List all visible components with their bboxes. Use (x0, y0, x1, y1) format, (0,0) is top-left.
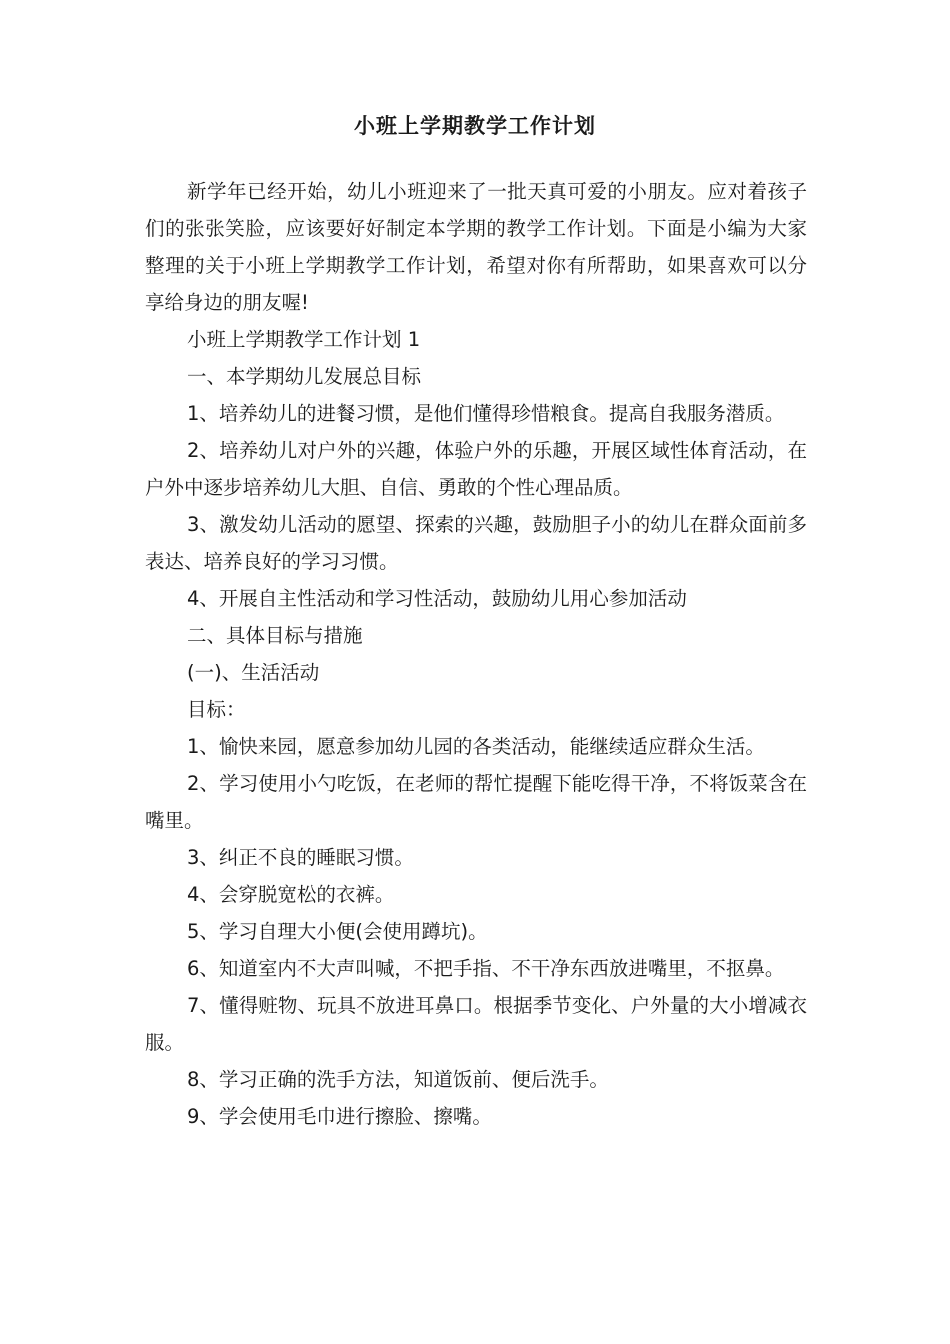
list-item: 3、激发幼儿活动的愿望、探索的兴趣，鼓励胆子小的幼儿在群众面前多表达、培养良好的学习习惯。 (145, 513, 807, 573)
subsection-heading: (一)、生活活动 (187, 661, 320, 684)
list-item: 2、学习使用小勺吃饭，在老师的帮忙提醒下能吃得干净，不将饭菜含在嘴里。 (145, 772, 807, 832)
section-heading: 二、具体目标与措施 (187, 624, 363, 647)
list-item: 1、培养幼儿的进餐习惯，是他们懂得珍惜粮食。提高自我服务潜质。 (187, 402, 785, 425)
list-item: 9、学会使用毛巾进行擦脸、擦嘴。 (187, 1105, 492, 1128)
intro-paragraph: 新学年已经开始，幼儿小班迎来了一批天真可爱的小朋友。应对着孩子们的张张笑脸，应该要好好制定本学期的教学工作计划。下面是小编为大家整理的关于小班上学期教学工作计划，希望对你有所帮助，如果喜欢可以分享给身边的朋友喔! (145, 180, 807, 314)
list-item: 6、知道室内不大声叫喊，不把手指、不干净东西放进嘴里，不抠鼻。 (187, 957, 785, 980)
list-item: 4、会穿脱宽松的衣裤。 (187, 883, 395, 906)
list-item: 8、学习正确的洗手方法，知道饭前、便后洗手。 (187, 1068, 609, 1091)
list-item: 4、开展自主性活动和学习性活动，鼓励幼儿用心参加活动 (187, 587, 687, 610)
document-title: 小班上学期教学工作计划 (354, 114, 596, 138)
list-item: 3、纠正不良的睡眠习惯。 (187, 846, 414, 869)
section-heading: 一、本学期幼儿发展总目标 (187, 365, 422, 388)
document-body (145, 173, 807, 1135)
list-item: 2、培养幼儿对户外的兴趣，体验户外的乐趣，开展区域性体育活动，在户外中逐步培养幼儿大胆、自信、勇敢的个性心理品质。 (145, 439, 807, 499)
list-item: 1、愉快来园，愿意参加幼儿园的各类活动，能继续适应群众生活。 (187, 735, 765, 758)
list-item: 5、学习自理大小便(会使用蹲坑)。 (187, 920, 488, 943)
goals-label: 目标： (187, 698, 246, 721)
list-item: 7、懂得赃物、玩具不放进耳鼻口。根据季节变化、户外量的大小增减衣服。 (145, 994, 807, 1054)
plan-heading: 小班上学期教学工作计划 1 (187, 328, 421, 351)
